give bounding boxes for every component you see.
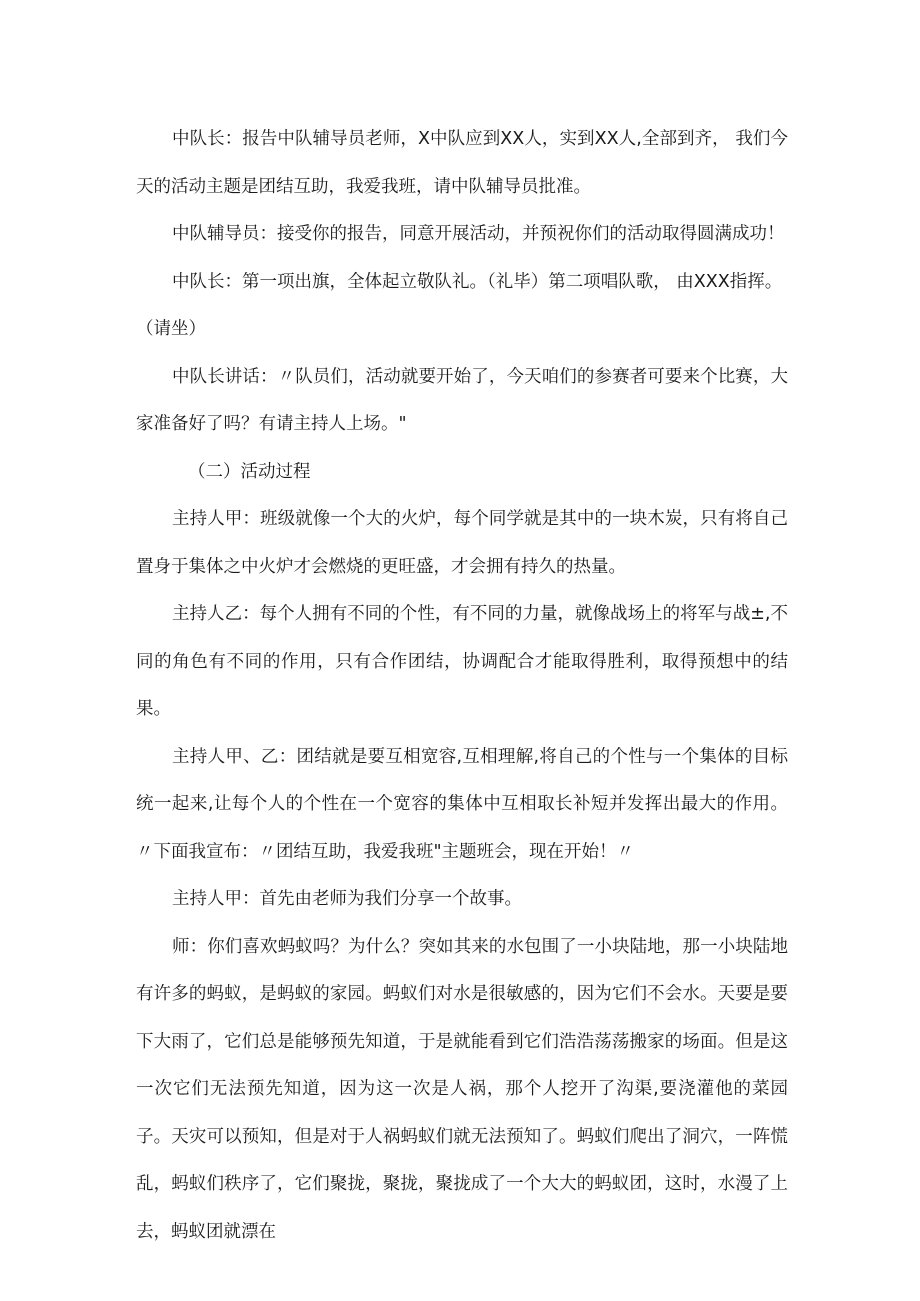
document-body (136, 116, 788, 1256)
paragraph-flag-ceremony: 中队长：第一项出旗，全体起立敬队礼。（礼毕）第二项唱队歌， 由XXX指挥。 (172, 271, 783, 292)
paragraph-host-b: 主持人乙：每个人拥有不同的个性，有不同的力量，就像战场上的将军与战±,不同的角色有不同的作用，只有合作团结，协调配合才能取得胜利，取得预想中的结果。 (136, 604, 788, 719)
paragraph-squad-leader-report: 中队长：报告中队辅导员老师，X中队应到XX人，实到XX人,全部到齐， 我们今天的活动主题是团结互助，我爱我班，请中队辅导员批准。 (136, 129, 788, 197)
section-heading-activity-process: （二）活动过程 (188, 461, 311, 482)
paragraph-hosts-a-b: 主持人甲、乙：团结就是要互相宽容,互相理解,将自己的个性与一个集体的目标统一起来,让每个人的个性在一个宽容的集体中互相取长补短并发挥出最大的作用。〃下面我宣布：〃团结互助，我爱我班"主题班会，现在开始！〃 (136, 746, 788, 862)
paragraph-teacher-story: 师：你们喜欢蚂蚁吗？为什么？突如其来的水包围了一小块陆地，那一小块陆地有许多的蚂蚁，是蚂蚁的家园。蚂蚁们对水是很敏感的，因为它们不会水。天要是要下大雨了，它们总是能够预先知道，于是就能看到它们浩浩荡荡搬家的场面。但是这一次它们无法预先知道，因为这一次是人祸，那个人挖开了沟渠,要浇灌他的菜园子。天灾可以预知，但是对于人祸蚂蚁们就无法预知了。蚂蚁们爬出了洞穴，一阵慌乱，蚂蚁们秩序了，它们聚拢，聚拢，聚拢成了一个大大的蚂蚁团，这时，水漫了上去，蚂蚁团就漂在 (136, 936, 788, 1242)
paragraph-counselor-reply: 中队辅导员：接受你的报告，同意开展活动，并预祝你们的活动取得圆满成功！ (172, 224, 785, 244)
paragraph-leader-speech: 中队长讲话：〃队员们，活动就要开始了，今天咱们的参赛者可要来个比赛，大家准备好了吗？有请主持人上场。" (136, 366, 788, 434)
paragraph-host-a: 主持人甲：班级就像一个大的火炉，每个同学就是其中的一块木炭，只有将自己置身于集体之中火炉才会燃烧的更旺盛，才会拥有持久的热量。 (136, 509, 788, 577)
paragraph-please-sit: （请坐） (136, 319, 206, 339)
paragraph-host-a-story-intro: 主持人甲：首先由老师为我们分享一个故事。 (172, 889, 522, 909)
